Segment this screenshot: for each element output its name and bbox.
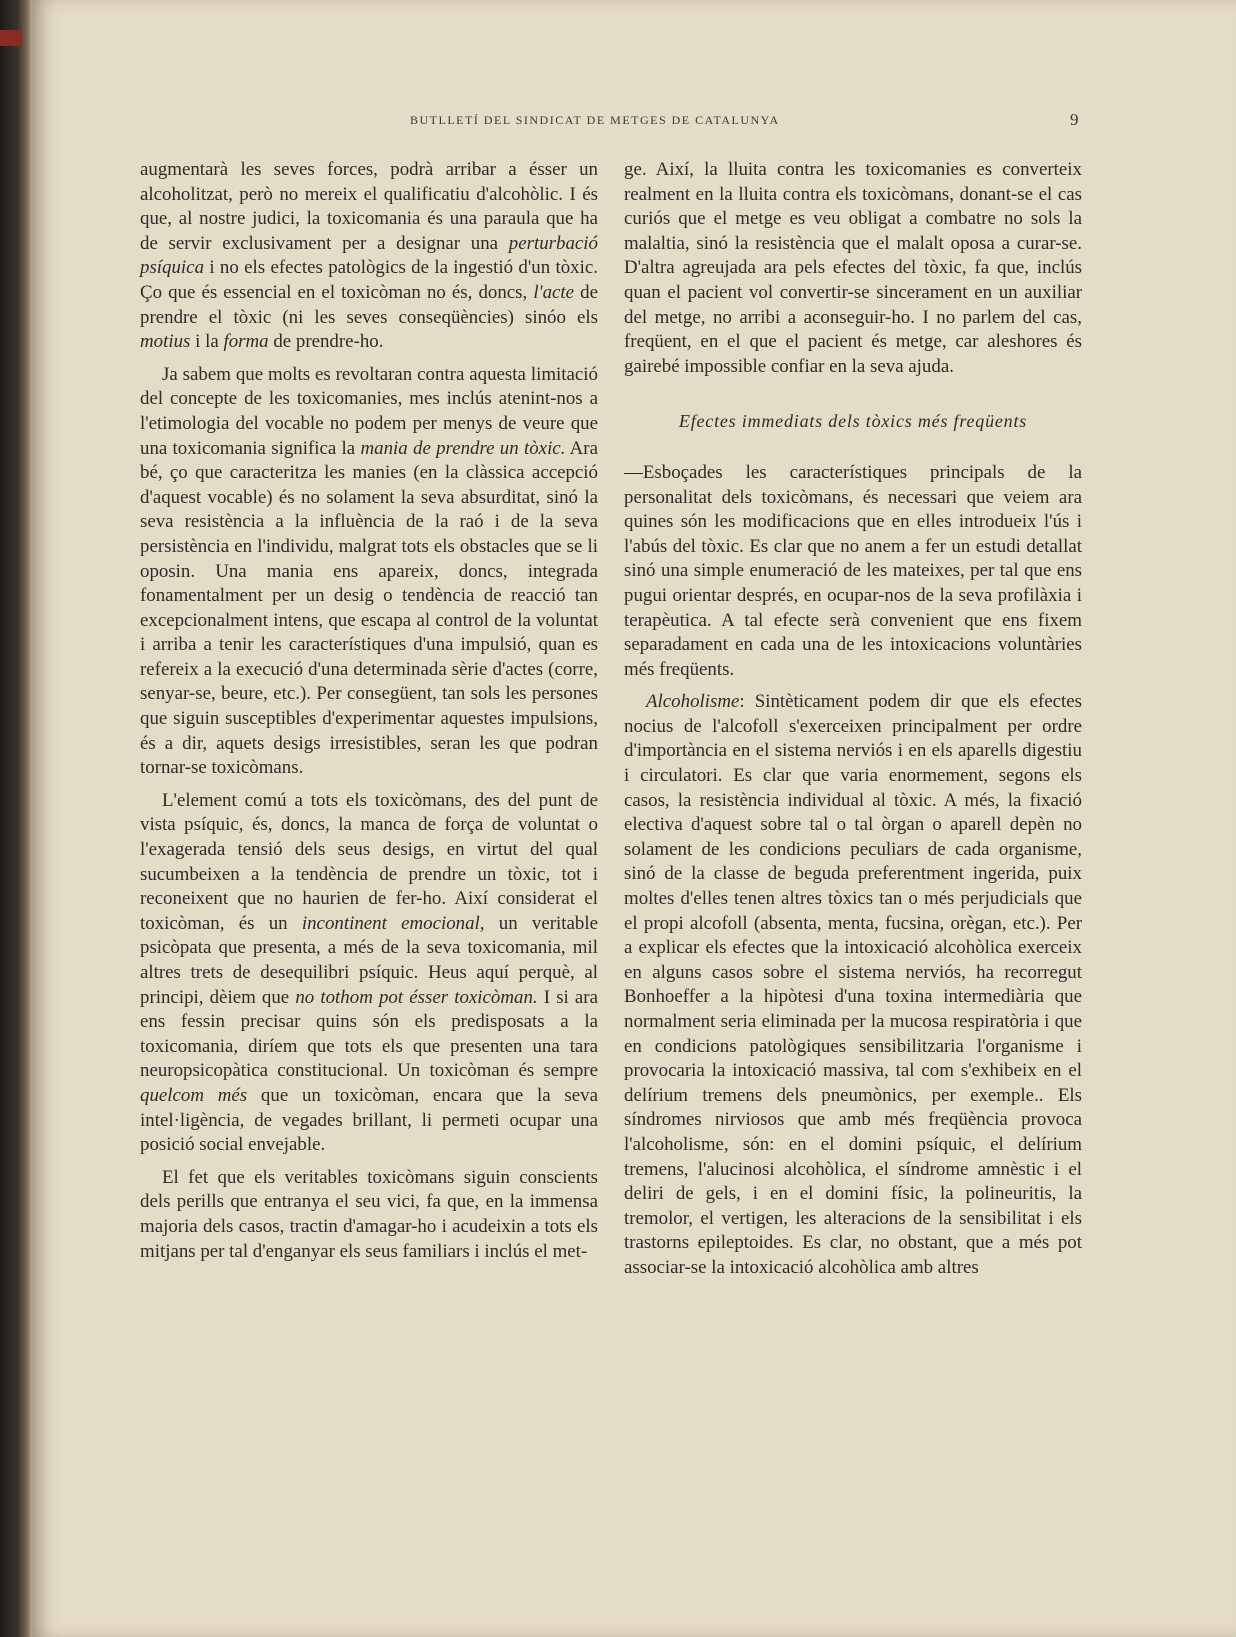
paragraph: Ja sabem que molts es revoltaran contra aquesta limitació del concepte de les toxicomanies, mes inclús atenint-nos a l'etimologia del vocable no podem per menys de veure que una toxicomania significa la mania de prendre un tòxic. Ara bé, ço que caracteritza les manies (en la clàssica accepció d'aquest vocable) és no solament la seva absurditat, sinó la seva resistència a la influència de la raó i de la seva persistència en l'individu, malgrat tots els obstacles que se li oposin. Una mania ens apareix, doncs, integrada fonamentalment per un desig o tendència de reacció tan excepcionalment intens, que escapa al control de la voluntat i arriba a tenir les característiques d'una impulsió, quan es refereix a la execució d'una determinada sèrie d'actes (corre, senyar-se, beure, etc.). Per consegüent, tan sols les persones que siguin susceptibles d'experimentar aquestes impulsions, és a dir, aquets desigs irresistibles, seran les que podran tornar-se toxicòmans. (140, 363, 598, 779)
document-page (32, 0, 1236, 1637)
paragraph: ge. Així, la lluita contra les toxicomanies es converteix realment en la lluita contra els toxicòmans, donant-se el cas curiós que el metge es veu obligat a combatre no sols la malaltia, sinó la resistència que el malalt oposa a curar-se. D'altra agreujada ara pels efectes del tòxic, fa que, inclús quan el pacient vol convertir-se sincerament en un auxiliar del metge, no arribi a aconseguir-ho. I no parlem del cas, freqüent, en el que el pacient és metge, car aleshores és gairebé impossible confiar en la seva ajuda. (624, 159, 1082, 377)
paragraph: L'element comú a tots els toxicòmans, des del punt de vista psíquic, és, doncs, la manca de força de voluntat o l'exagerada tensió dels seus desigs, en virtut del qual sucumbeixen a la tendència de prendre un tòxic, tot i reconeixent que no haurien de fer-ho. Així considerat el toxicòman, és un incontinent emocional, un veritable psicòpata que presenta, a més de la seva toxicomania, mil altres trets de desequilibri psíquic. Heus aquí perquè, al principi, dèiem que no tothom pot ésser toxicòman. I si ara ens fessin precisar quins són els predisposats a la toxicomania, diríem que tots els que presenten una tara neuropsicopàtica constitucional. Un toxicòman és sempre quelcom més que un toxicòman, encara que la seva intel·ligència, de vegades brillant, li permeti ocupar una posició social envejable. (140, 789, 598, 1156)
paragraph: El fet que els veritables toxicòmans siguin conscients dels perills que entranya el seu vici, fa que, en la immensa majoria dels casos, tractin d'amagar-ho i acudeixin a tots els mitjans per tal d'enganyar els seus familiars i inclús el met- (140, 1166, 598, 1262)
running-head: BUTLLETÍ DEL SINDICAT DE METGES DE CATALUNYA (410, 113, 780, 127)
book-spine-shadow (0, 0, 32, 1637)
paragraph: Alcoholisme: Sintèticament podem dir que els efectes nocius de l'alcofoll s'exerceixen principalment per ordre d'importància en el sistema nerviós i en els aparells digestiu i circulatori. Es clar que varia enormement, segons els casos, la resistència individual al tòxic. A més, la fixació electiva d'aquest sobre tal o tal òrgan o aparell depèn no solament de les condicions peculiars de cada organisme, sinó de la classe de beguda preferentment ingerida, puix moltes d'elles tenen altres tòxics tan o més perjudicials que el propi alcofoll (absenta, menta, fucsina, orègan, etc.). Per a explicar els efectes que la intoxicació alcohòlica exerceix en alguns casos sobre el sistema nerviós, ha recorregut Bonhoeffer a la hipòtesi d'una toxina intermediària que normalment seria eliminada per la mucosa respiratòria i que en condicions patològiques sensibilitzaria l'organisme i provocaria la intoxicació massiva, tal com s'exhibeix en el delírium tremens dels pneumònics, per exemple.. Els síndromes nirviosos que amb més freqüència provoca l'alcoholisme, són: en el domini psíquic, el delírium tremens, l'alucinosi alcohòlica, el síndrome amnèstic i el deliri de gels, i en el domini físic, la polineuritis, la tremolor, el vertigen, les alteracions de la sensibilitat i els trastorns epileptoides. Es clar, no obstant, que a més pot associar-se la intoxicació alcohòlica amb altres (624, 691, 1082, 1278)
left-column (140, 158, 598, 1264)
page-header (32, 110, 1236, 133)
section-heading: Efectes immediats dels tòxics més freqüents (678, 411, 1028, 432)
paragraph: augmentarà les seves forces, podrà arribar a ésser un alcoholitzat, però no mereix el qualificatiu d'alcohòlic. I és que, al nostre judici, la toxicomania és una paraula que ha de servir exclusivament per a designar una perturbació psíquica i no els efectes patològics de la ingestió d'un tòxic. Ço que és essencial en el toxicòman no és, doncs, l'acte de prendre el tòxic (ni les seves conseqüències) sinóo els motius i la forma de prendre-ho. (140, 159, 598, 353)
paragraph: —Esboçades les característiques principals de la personalitat dels toxicòmans, és necessari que veiem ara quines són les modificacions que en elles introdueix l'ús i l'abús del tòxic. Es clar que no anem a fer un estudi detallat sinó una simple enumeració de les mateixes, per tal que ens pugui orientar després, en ocupar-nos de la seva profilàxia i terapèutica. A tal efecte serà convenient que ens fixem separadament en cada una de les intoxicacions voluntàries més freqüents. (624, 461, 1082, 680)
spine-red-mark (0, 30, 22, 46)
right-column (624, 158, 1082, 1281)
page-number: 9 (1070, 110, 1079, 129)
